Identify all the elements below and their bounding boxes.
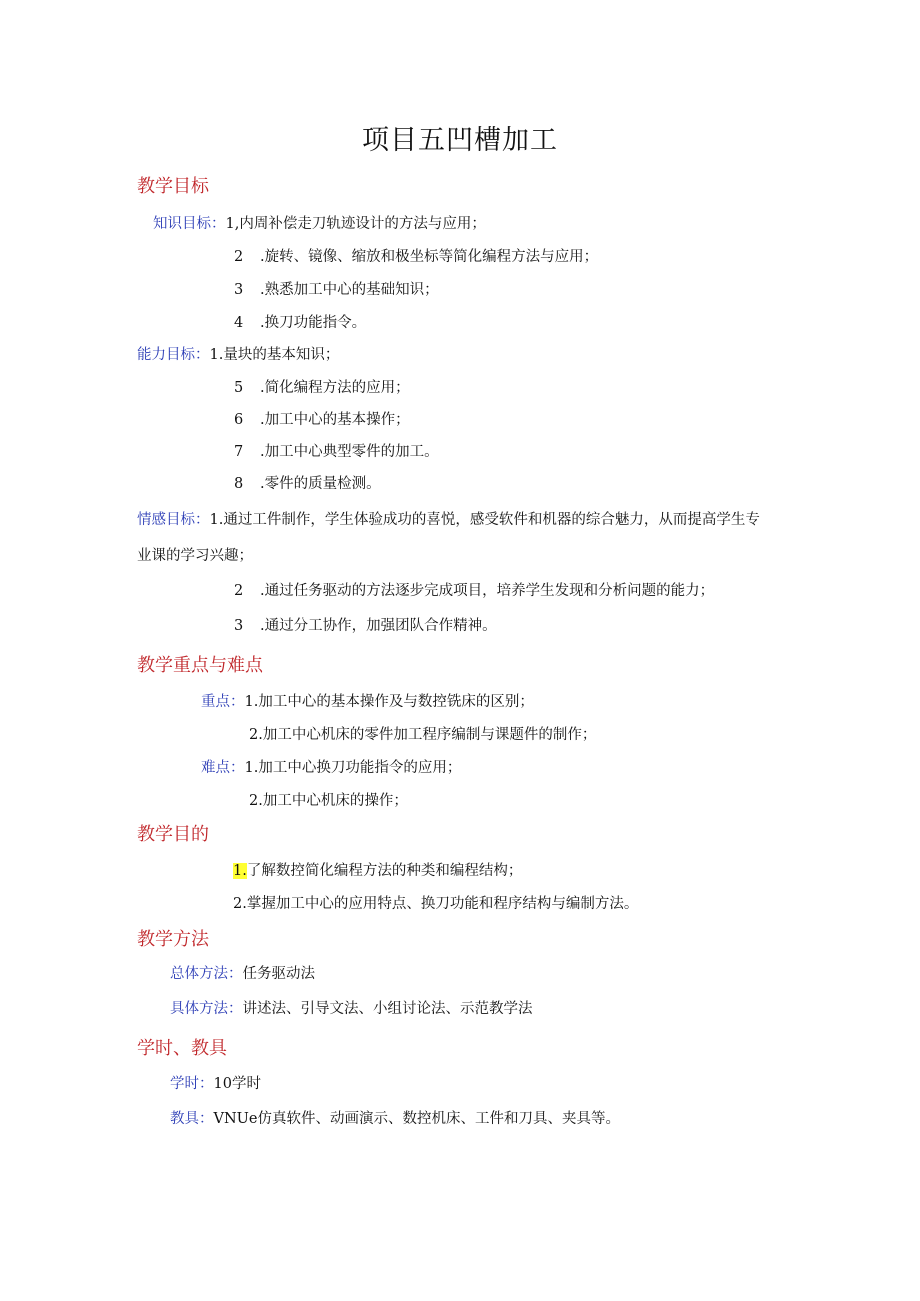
emotion-goal-text: 1.通过工件制作，学生体验成功的喜悦，感受软件和机器的综合魅力，从而提高学生专 bbox=[209, 512, 760, 528]
item-text: .通过分工协作，加强团队合作精神。 bbox=[260, 618, 497, 634]
item-number: 2 bbox=[234, 249, 244, 265]
ability-goal-label: 能力目标： bbox=[137, 347, 210, 363]
tools-label: 教具： bbox=[170, 1111, 214, 1127]
purpose-item-1 bbox=[233, 859, 522, 880]
item-text: .简化编程方法的应用； bbox=[260, 380, 410, 396]
purpose-item-text: 了解数控简化编程方法的种类和编程结构； bbox=[246, 863, 523, 879]
key-point-label: 重点： bbox=[201, 694, 245, 710]
knowledge-goal-label: 知识目标： bbox=[153, 216, 226, 232]
heading-key-points: 教学重点与难点 bbox=[137, 655, 263, 676]
item-text: .旋转、镜像、缩放和极坐标等简化编程方法与应用； bbox=[260, 249, 599, 265]
tools-line bbox=[170, 1107, 620, 1128]
item-number: 5 bbox=[234, 380, 244, 396]
ability-goal-line-1 bbox=[137, 343, 339, 364]
key-point-text: 1.加工中心的基本操作及与数控铣床的区别； bbox=[244, 694, 534, 710]
specific-method-text: 讲述法、引导文法、小组讨论法、示范教学法 bbox=[242, 1001, 533, 1017]
knowledge-goal-item bbox=[234, 278, 439, 299]
item-text: .通过任务驱动的方法逐步完成项目，培养学生发现和分析问题的能力； bbox=[260, 583, 715, 599]
heading-methods: 教学方法 bbox=[137, 929, 209, 950]
specific-method-line bbox=[170, 997, 533, 1018]
ability-goal-text: 1.量块的基本知识； bbox=[209, 347, 340, 363]
item-text: .加工中心的基本操作； bbox=[260, 412, 410, 428]
ability-goal-item bbox=[234, 472, 381, 493]
ability-goal-item bbox=[234, 440, 439, 461]
hours-text: 10学时 bbox=[213, 1076, 261, 1092]
item-number: 7 bbox=[234, 444, 244, 460]
overall-method-line bbox=[170, 962, 315, 983]
item-number: 6 bbox=[234, 412, 244, 428]
heading-purpose: 教学目的 bbox=[137, 824, 209, 845]
knowledge-goal-line-1 bbox=[153, 212, 486, 233]
difficulty-text: 1.加工中心换刀功能指令的应用； bbox=[244, 760, 462, 776]
purpose-item-2: 2.掌握加工中心的应用特点、换刀功能和程序结构与编制方法。 bbox=[233, 896, 639, 912]
specific-method-label: 具体方法： bbox=[170, 1001, 243, 1017]
knowledge-goal-text: 1,内周补偿走刀轨迹设计的方法与应用； bbox=[225, 216, 486, 232]
difficulty-line-2: 2.加工中心机床的操作； bbox=[249, 793, 408, 809]
item-text: .熟悉加工中心的基础知识； bbox=[260, 282, 439, 298]
overall-method-text: 任务驱动法 bbox=[242, 966, 315, 982]
emotion-goal-line-1 bbox=[137, 508, 760, 529]
difficulty-label: 难点： bbox=[201, 760, 245, 776]
emotion-goal-continuation: 业课的学习兴趣； bbox=[137, 548, 253, 564]
item-number: 3 bbox=[234, 618, 244, 634]
hours-line bbox=[170, 1072, 261, 1093]
emotion-goal-item bbox=[234, 614, 497, 635]
key-point-line-1 bbox=[201, 690, 534, 711]
document-title: 项目五凹槽加工 bbox=[362, 125, 558, 156]
item-number: 8 bbox=[234, 476, 244, 492]
overall-method-label: 总体方法： bbox=[170, 966, 243, 982]
heading-hours-tools: 学时、教具 bbox=[137, 1038, 227, 1059]
ability-goal-item bbox=[234, 376, 410, 397]
key-point-line-2: 2.加工中心机床的零件加工程序编制与课题件的制作； bbox=[249, 727, 597, 743]
highlighted-number: 1. bbox=[233, 863, 247, 879]
ability-goal-item bbox=[234, 408, 410, 429]
knowledge-goal-item bbox=[234, 245, 598, 266]
emotion-goal-label: 情感目标： bbox=[137, 512, 210, 528]
item-number: 4 bbox=[234, 315, 244, 331]
item-number: 2 bbox=[234, 583, 244, 599]
item-text: .零件的质量检测。 bbox=[260, 476, 381, 492]
tools-text: VNUe仿真软件、动画演示、数控机床、工件和刀具、夹具等。 bbox=[213, 1111, 620, 1127]
difficulty-line-1 bbox=[201, 756, 461, 777]
heading-teaching-goals: 教学目标 bbox=[137, 176, 209, 197]
knowledge-goal-item bbox=[234, 311, 366, 332]
item-text: .加工中心典型零件的加工。 bbox=[260, 444, 439, 460]
hours-label: 学时： bbox=[170, 1076, 214, 1092]
item-text: .换刀功能指令。 bbox=[260, 315, 367, 331]
item-number: 3 bbox=[234, 282, 244, 298]
emotion-goal-item bbox=[234, 579, 714, 600]
